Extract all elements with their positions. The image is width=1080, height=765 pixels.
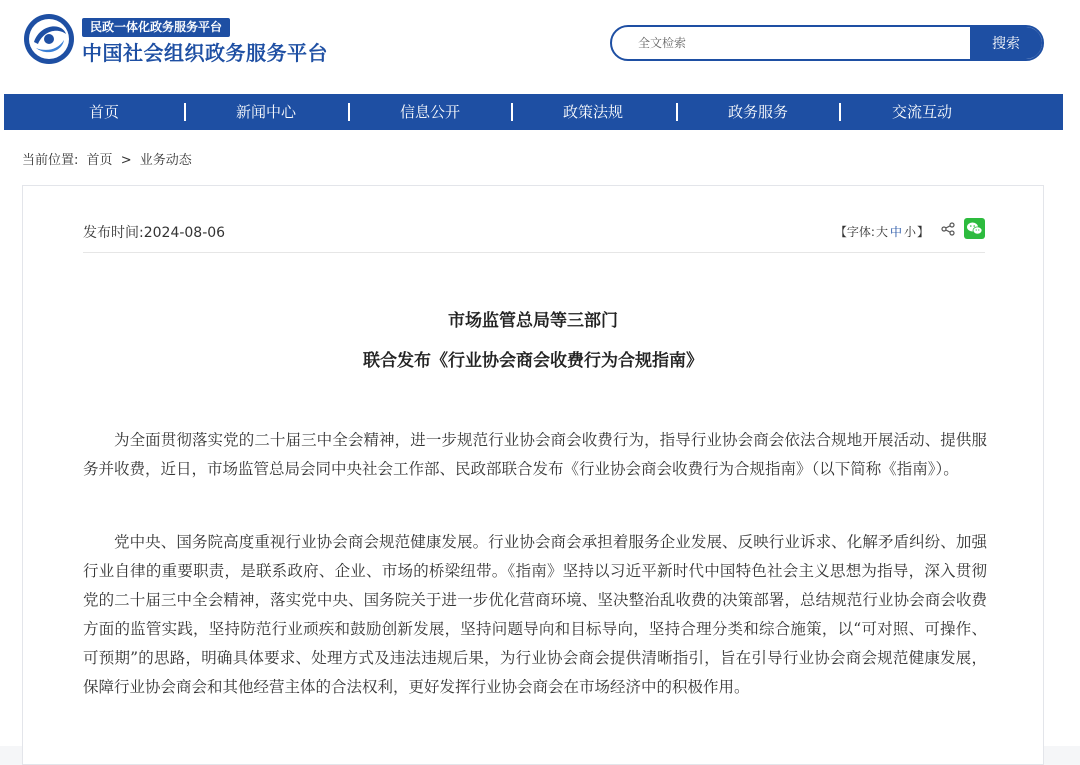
breadcrumb-current[interactable]: 业务动态 <box>139 153 192 168</box>
breadcrumb <box>22 149 196 168</box>
nav-item-policy[interactable]: 政策法规 <box>562 103 623 121</box>
article-paragraph: 党中央、国务院高度重视行业协会商会规范健康发展。行业协会商会承担着服务企业发展、反映行业诉求、化解矛盾纠纷、加强行业自律的重要职责，是联系政府、企业、市场的桥梁纽带。《指南》坚持以习近平新时代中国特色社会主义思想为指导，深入贯彻党的二十届三中全会精神，落实党中央、国务院关于进一步优化营商环境、坚决整治乱收费的决策部署，总结规范行业协会商会收费方面的监管实践，坚持防范行业顽疾和鼓励创新发展，坚持问题导向和目标导向，坚持合理分类和综合施策，以“可对照、可操作、可预期”的思路，明确具体要求、处理方式及违法违规后果，为行业协会商会提供清晰指引，旨在引导行业协会商会规范健康发展，保障行业协会商会和其他经营主体的合法权利，更好发挥行业协会商会在市场经济中的积极作用。 <box>83 533 987 696</box>
logo-badge: 民政一体化政务服务平台 <box>82 18 230 37</box>
publish-time <box>83 222 225 242</box>
nav-item-home[interactable]: 首页 <box>88 103 119 121</box>
share-icon[interactable] <box>941 222 955 236</box>
font-size-control <box>835 223 929 240</box>
site-title[interactable]: 中国社会组织政务服务平台 <box>82 41 328 65</box>
breadcrumb-label: 当前位置: <box>22 153 79 168</box>
article-meta-bar <box>83 186 985 253</box>
nav-item-disclosure[interactable]: 信息公开 <box>399 103 460 121</box>
search-button[interactable]: 搜索 <box>970 27 1042 59</box>
nav-item-services[interactable]: 政务服务 <box>727 103 788 121</box>
emblem-logo-icon[interactable] <box>22 12 76 66</box>
publish-label: 发布时间: <box>83 225 144 241</box>
font-size-label: 【字体: <box>834 225 875 239</box>
main-nav <box>4 94 1063 130</box>
font-size-large[interactable]: 大 <box>875 225 888 239</box>
font-size-small[interactable]: 小 <box>903 225 916 239</box>
article-paragraph: 为全面贯彻落实党的二十届三中全会精神，进一步规范行业协会商会收费行为，指导行业协会商会依法合规地开展活动、提供服务并收费，近日，市场监管总局会同中央社会工作部、民政部联合发布《行业协会商会收费行为合规指南》（以下简称《指南》）。 <box>83 431 987 478</box>
site-header <box>0 0 1080 94</box>
font-size-medium[interactable]: 中 <box>889 225 902 239</box>
publish-date: 2024-08-06 <box>143 225 226 241</box>
article-title-line1: 市场监管总局等三部门 <box>448 311 618 331</box>
article-title-line2: 联合发布《行业协会商会收费行为合规指南》 <box>363 351 703 371</box>
search-input[interactable] <box>612 27 972 59</box>
font-size-end: 】 <box>916 225 929 239</box>
breadcrumb-separator: > <box>120 153 132 168</box>
nav-item-interaction[interactable]: 交流互动 <box>891 103 952 121</box>
article-card <box>22 185 1044 765</box>
search-box <box>610 25 1044 61</box>
breadcrumb-home[interactable]: 首页 <box>86 153 113 168</box>
nav-item-news[interactable]: 新闻中心 <box>235 103 296 121</box>
wechat-icon[interactable] <box>964 218 985 239</box>
